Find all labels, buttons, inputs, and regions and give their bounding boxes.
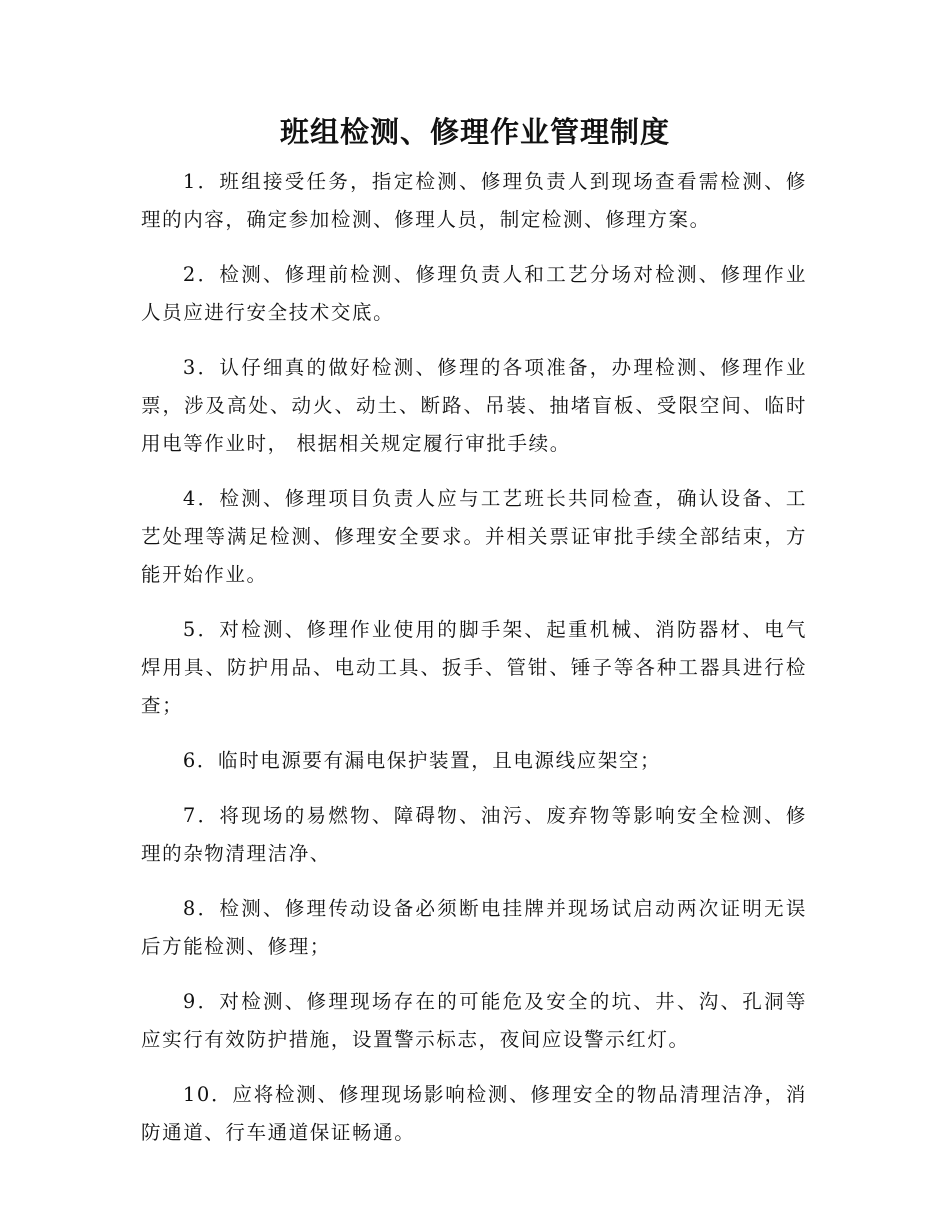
paragraph-7: 7．将现场的易燃物、障碍物、油污、废弃物等影响安全检测、修理的杂物清理洁净、 (141, 804, 807, 865)
paragraph-9: 9．对检测、修理现场存在的可能危及安全的坑、井、沟、孔洞等应实行有效防护措施，设置警示标志，夜间应设警示红灯。 (141, 990, 807, 1051)
document-title: 班组检测、修理作业管理制度 (279, 115, 670, 149)
paragraph-10: 10．应将检测、修理现场影响检测、修理安全的物品清理洁净，消防通道、行车通道保证畅通。 (141, 1083, 807, 1144)
paragraph-6: 6．临时电源要有漏电保护装置，且电源线应架空； (182, 749, 662, 772)
paragraph-1: 1．班组接受任务，指定检测、修理负责人到现场查看需检测、修理的内容，确定参加检测、修理人员，制定检测、修理方案。 (141, 170, 807, 231)
paragraph-2: 2．检测、修理前检测、修理负责人和工艺分场对检测、修理作业人员应进行安全技术交底。 (141, 263, 807, 324)
paragraph-4: 4．检测、修理项目负责人应与工艺班长共同检查，确认设备、工艺处理等满足检测、修理安全要求。并相关票证审批手续全部结束，方能开始作业。 (141, 487, 807, 586)
paragraph-5: 5．对检测、修理作业使用的脚手架、起重机械、消防器材、电气焊用具、防护用品、电动工具、扳手、管钳、锤子等各种工器具进行检查； (141, 618, 807, 717)
document-body (141, 163, 807, 1169)
paragraph-8: 8．检测、修理传动设备必须断电挂牌并现场试启动两次证明无误后方能检测、修理； (141, 897, 807, 958)
paragraph-3: 3．认仔细真的做好检测、修理的各项准备，办理检测、修理作业票，涉及高处、动火、动土、断路、吊装、抽堵盲板、受限空间、临时用电等作业时， 根据相关规定履行审批手续。 (141, 356, 807, 455)
